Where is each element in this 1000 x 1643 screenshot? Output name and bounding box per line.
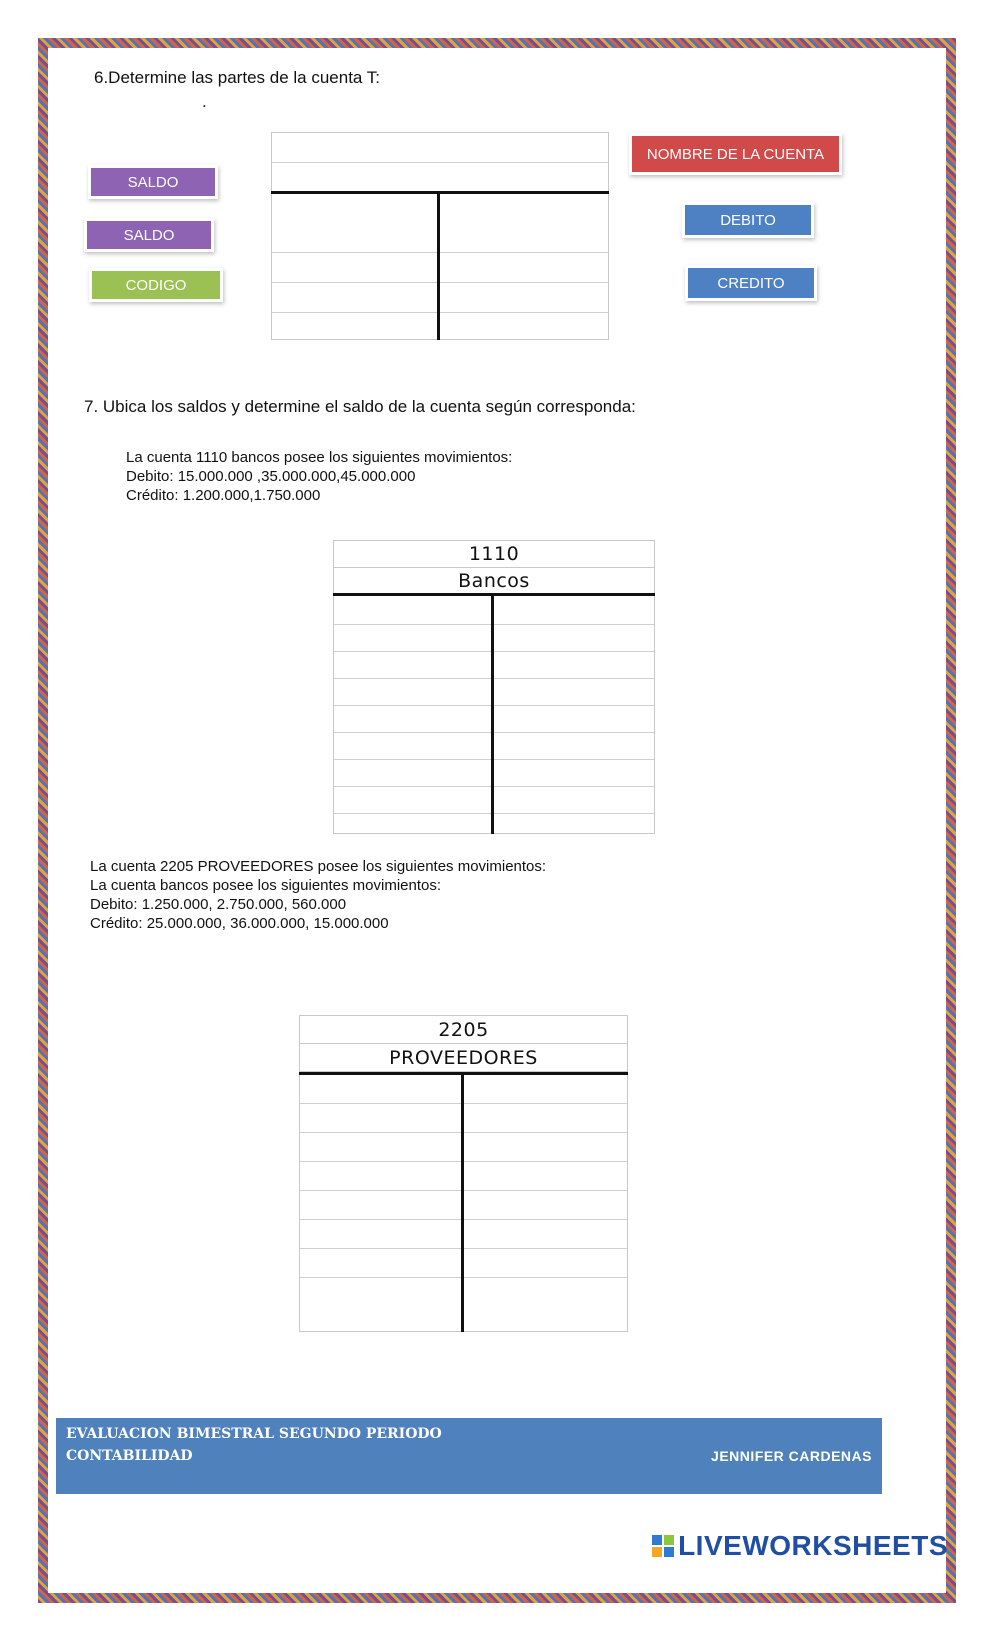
account-name: Bancos <box>334 568 654 595</box>
footer-author: JENNIFER CARDENAS <box>711 1448 872 1464</box>
movements-credito: Crédito: 25.000.000, 36.000.000, 15.000.000 <box>90 915 389 932</box>
footer-title: EVALUACION BIMESTRAL SEGUNDO PERIODO <box>66 1426 442 1442</box>
draggable-label-saldo-1[interactable]: SALDO <box>91 168 215 196</box>
draggable-label-codigo[interactable]: CODIGO <box>92 271 220 299</box>
account-name: PROVEEDORES <box>300 1044 627 1072</box>
account-code: 1110 <box>334 541 654 568</box>
liveworksheets-logo-icon <box>652 1535 674 1557</box>
draggable-label-credito[interactable]: CREDITO <box>688 268 814 298</box>
movements-debito: Debito: 15.000.000 ,35.000.000,45.000.000 <box>126 468 416 485</box>
movements-debito: Debito: 1.250.000, 2.750.000, 560.000 <box>90 896 347 913</box>
footer-banner <box>56 1418 882 1494</box>
draggable-label-nombre-cuenta[interactable]: NOMBRE DE LA CUENTA <box>632 136 839 172</box>
movements-intro-2: La cuenta bancos posee los siguientes movimientos: <box>90 877 442 894</box>
t-account-name-slot[interactable] <box>272 163 608 193</box>
dot-mark: . <box>202 92 207 111</box>
t-account-2205-vertical-line <box>461 1075 464 1332</box>
movements-credito: Crédito: 1.200.000,1.750.000 <box>126 487 321 504</box>
t-account-1110 <box>333 540 655 834</box>
liveworksheets-brand[interactable] <box>652 1530 948 1562</box>
account-2205-movements <box>90 857 546 933</box>
t-account-1110-horizontal-line <box>333 593 655 596</box>
account-1110-movements <box>126 448 512 505</box>
account-code: 2205 <box>300 1016 627 1044</box>
question-7-title: 7. Ubica los saldos y determine el saldo de la cuenta según corresponda: <box>84 397 636 416</box>
brand-name: LIVEWORKSHEETS <box>678 1530 948 1561</box>
draggable-label-saldo-2[interactable]: SALDO <box>87 221 211 249</box>
question-6-title: 6.Determine las partes de la cuenta T: <box>94 68 381 87</box>
t-account-code-slot[interactable] <box>272 133 608 163</box>
t-account-1110-vertical-line <box>491 596 494 834</box>
draggable-label-debito[interactable]: DEBITO <box>685 205 811 235</box>
movements-intro: La cuenta 1110 bancos posee los siguientes movimientos: <box>126 449 513 466</box>
t-account-blank-rows <box>271 222 609 313</box>
t-account-horizontal-line <box>271 191 609 194</box>
t-account-vertical-line <box>437 193 440 340</box>
footer-subject: CONTABILIDAD <box>66 1448 193 1464</box>
movements-intro: La cuenta 2205 PROVEEDORES posee los siguientes movimientos: <box>90 858 547 875</box>
